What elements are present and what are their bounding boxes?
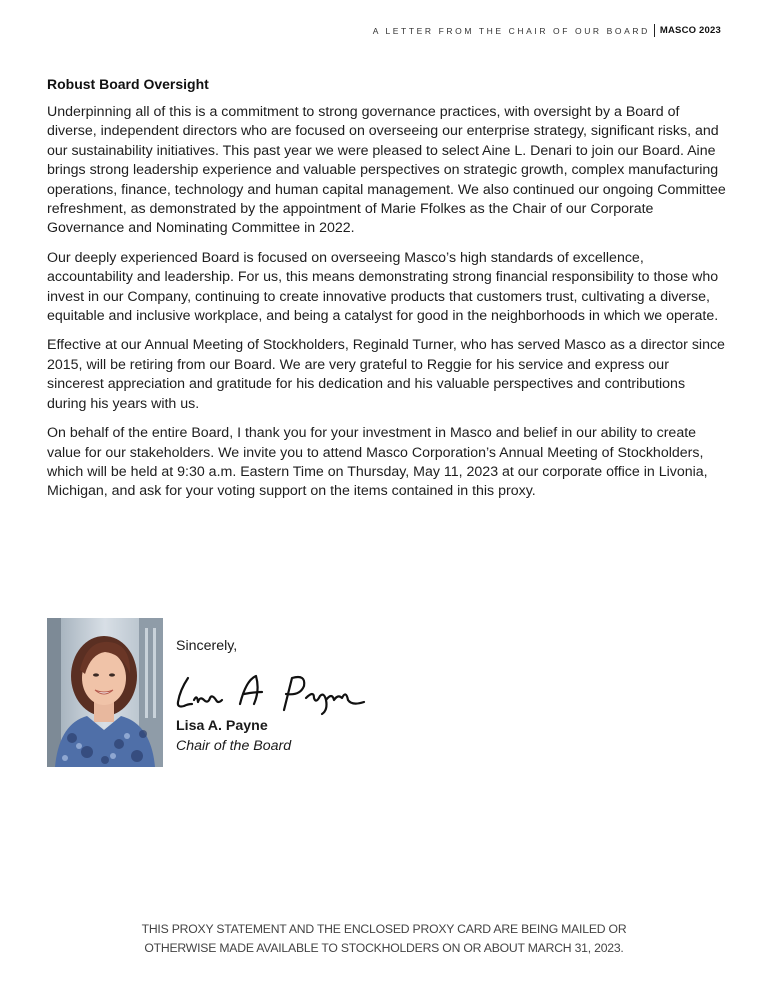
header-title: A LETTER FROM THE CHAIR OF OUR BOARD — [372, 25, 650, 36]
salutation: Sincerely, — [176, 638, 238, 654]
paragraph-director-retirement: Effective at our Annual Meeting of Stockholders, Reginald Turner, who has served Masco as a director since 2015, will be retiring from our Board. We are very grateful to Reggie for his service and express our sincerest appreciation and gratitude for his dedication and his valuable perspectives and contributions during his years with us. — [47, 337, 725, 412]
signer-title: Chair of the Board — [176, 738, 292, 754]
page-footer — [0, 920, 768, 958]
footer-line-1: THIS PROXY STATEMENT AND THE ENCLOSED PROXY CARD ARE BEING MAILED OR — [141, 922, 627, 936]
chair-portrait — [47, 618, 163, 767]
header-brand: MASCO 2023 — [659, 25, 721, 36]
signature-block — [47, 618, 447, 768]
signer-name: Lisa A. Payne — [176, 718, 268, 734]
paragraph-annual-meeting: On behalf of the entire Board, I thank you for your investment in Masco and belief in our ability to create value for our stakeholders. We invite you to attend Masco Corporation’s Annual Meeting of Stockholders, which will be held at 9:30 a.m. Eastern Time on Thursday, May 11, 2023 at our corporate office in Livonia, Michigan, and ask for your voting support on the items contained in this proxy. — [47, 425, 708, 500]
page-header — [373, 24, 721, 37]
section-heading: Robust Board Oversight — [47, 76, 209, 92]
portrait-illustration — [47, 618, 163, 767]
header-divider — [654, 24, 655, 37]
paragraph-board-composition: Underpinning all of this is a commitment to strong governance practices, with oversight by a Board of diverse, independent directors who are focused on overseeing our enterprise strategy, significant risks, and our sustainability initiatives. This past year we were pleased to select Aine L. Denari to join our Board. Aine brings strong leadership experience and valuable perspectives on strategic growth, complex manufacturing operations, finance, technology and human capital management. We also continued our ongoing Committee refreshment, as demonstrated by the appointment of Marie Ffolkes as the Chair of our Corporate Governance and Nominating Committee in 2022. — [47, 104, 726, 237]
letter-body — [47, 75, 727, 512]
handwritten-signature — [174, 670, 369, 716]
paragraph-board-focus: Our deeply experienced Board is focused on overseeing Masco’s high standards of excellence, accountability and leadership. For us, this means demonstrating strong financial responsibility to those who invest in our Company, continuing to create innovative products that customers trust, cultivating a diverse, equitable and inclusive workplace, and being a catalyst for good in the neighborhoods in which we operate. — [47, 249, 719, 325]
footer-line-2: OTHERWISE MADE AVAILABLE TO STOCKHOLDERS ON OR ABOUT MARCH 31, 2023. — [144, 941, 624, 955]
